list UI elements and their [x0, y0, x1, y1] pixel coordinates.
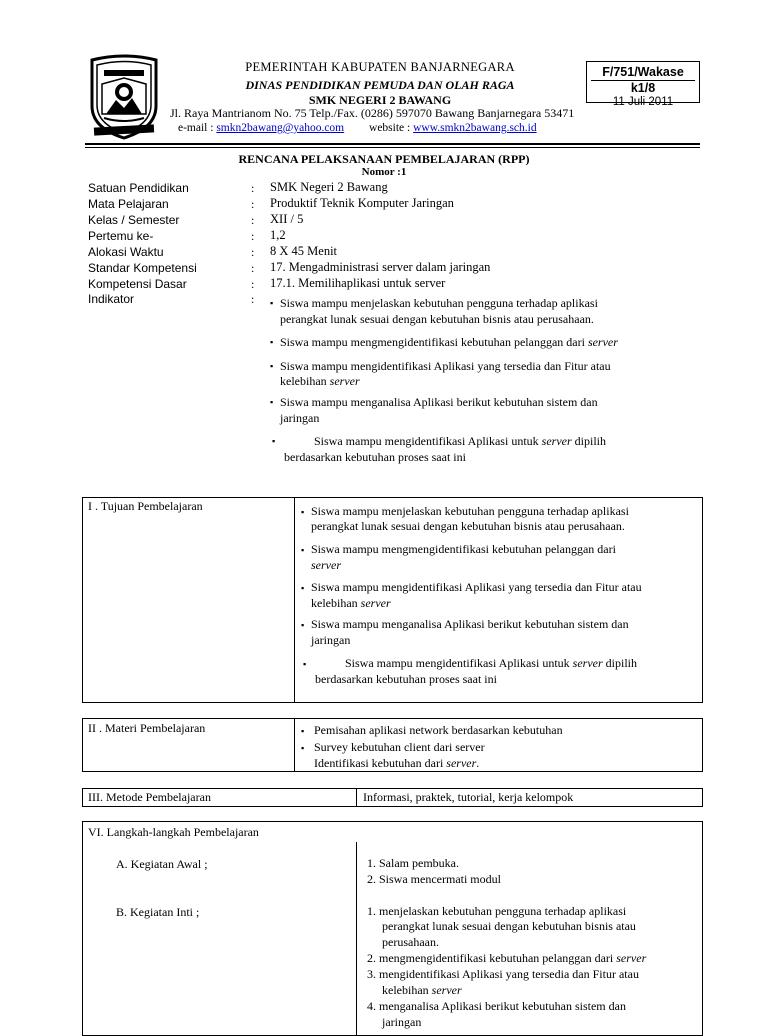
- kegiatan-inti-label: B. Kegiatan Inti ;: [116, 905, 200, 919]
- field-colon: :: [251, 245, 255, 259]
- field-label: Kompetensi Dasar: [88, 277, 187, 291]
- field-label: Pertemu ke-: [88, 229, 154, 243]
- header-department: DINAS PENDIDIKAN PEMUDA DAN OLAH RAGA: [245, 78, 515, 92]
- list-item-cont: jaringan: [280, 411, 320, 425]
- list-item: Siswa mampu mengidentifikasi Aplikasi untuk server dipilih: [314, 434, 606, 448]
- list-item: Siswa mampu mengidentifikasi Aplikasi yang tersedia dan Fitur atau: [311, 580, 642, 594]
- field-value: 8 X 45 Menit: [270, 244, 338, 258]
- list-item-cont: Identifikasi kebutuhan dari server.: [314, 756, 480, 770]
- materi-heading: II . Materi Pembelajaran: [88, 721, 206, 735]
- field-value: 17.1. Memilihaplikasi untuk server: [270, 276, 446, 290]
- form-date: 11 Juli 2011: [612, 96, 674, 108]
- metode-heading: III. Metode Pembelajaran: [88, 790, 211, 804]
- email-label: e-mail :: [178, 122, 214, 134]
- field-colon: :: [251, 181, 255, 195]
- list-item: Siswa mampu mengmengidentifikasi kebutuhan pelanggan dari: [311, 542, 616, 556]
- list-item: Siswa mampu menjelaskan kebutuhan pengguna terhadap aplikasi: [311, 504, 629, 518]
- school-crest-logo: [86, 54, 162, 140]
- field-value: SMK Negeri 2 Bawang: [270, 180, 388, 194]
- field-colon: :: [251, 229, 255, 243]
- list-item: 2. mengmengidentifikasi kebutuhan pelanggan dari server: [367, 951, 647, 965]
- tujuan-heading: I . Tujuan Pembelajaran: [88, 499, 203, 513]
- list-item-cont: jaringan: [311, 633, 351, 647]
- list-item-cont: perangkat lunak sesuai dengan kebutuhan bisnis atau: [382, 919, 636, 933]
- field-label: Satuan Pendidikan: [88, 181, 189, 195]
- langkah-heading: VI. Langkah-langkah Pembelajaran: [88, 825, 259, 839]
- field-value: 17. Mengadministrasi server dalam jaringan: [270, 260, 491, 274]
- table-divider: [294, 718, 295, 772]
- list-item: Siswa mampu mengmengidentifikasi kebutuhan pelanggan dari server: [280, 335, 618, 349]
- bullet-icon: ▪: [301, 726, 305, 736]
- bullet-icon: ▪: [270, 298, 274, 308]
- bullet-icon: ▪: [301, 620, 305, 630]
- field-colon: :: [251, 261, 255, 275]
- header-divider: [85, 143, 700, 145]
- list-item: 4. menganalisa Aplikasi berikut kebutuhan sistem dan: [367, 999, 626, 1013]
- list-item: 1. Salam pembuka.: [367, 856, 459, 870]
- header-divider-thin: [85, 147, 700, 148]
- form-code-box: [586, 61, 700, 108]
- bullet-icon: ▪: [301, 507, 305, 517]
- header-school: SMK NEGERI 2 BAWANG: [308, 93, 452, 107]
- bullet-icon: ▪: [303, 659, 307, 669]
- list-item-cont: perangkat lunak sesuai dengan kebutuhan bisnis atau perusahaan.: [311, 519, 625, 533]
- website-label: website :: [369, 122, 411, 134]
- list-item: Siswa mampu menganalisa Aplikasi berikut kebutuhan sistem dan: [280, 395, 598, 409]
- form-code: F/751/Wakase: [602, 65, 684, 79]
- kegiatan-awal-label: A. Kegiatan Awal ;: [116, 857, 208, 871]
- field-value: XII / 5: [270, 212, 304, 226]
- list-item-cont: kelebihan server: [382, 983, 462, 997]
- list-item: Siswa mampu menjelaskan kebutuhan pengguna terhadap aplikasi: [280, 296, 598, 310]
- form-code-suffix: k1/8: [591, 80, 695, 95]
- list-item: Pemisahan aplikasi network berdasarkan kebutuhan: [314, 723, 563, 737]
- document-number: Nomor :1: [361, 166, 407, 178]
- list-item: Siswa mampu menganalisa Aplikasi berikut kebutuhan sistem dan: [311, 617, 629, 631]
- table-divider: [294, 497, 295, 703]
- field-value: Produktif Teknik Komputer Jaringan: [270, 196, 454, 210]
- document-title: RENCANA PELAKSANAAN PEMBELAJARAN (RPP): [238, 152, 530, 166]
- header-contact: [178, 122, 537, 134]
- bullet-icon: ▪: [272, 436, 276, 446]
- field-label: Standar Kompetensi: [88, 261, 197, 275]
- bullet-icon: ▪: [301, 545, 305, 555]
- list-item: 2. Siswa mencermati modul: [367, 872, 501, 886]
- field-label: Indikator: [88, 292, 135, 306]
- list-item-cont: kelebihan server: [311, 596, 391, 610]
- field-label: Alokasi Waktu: [88, 245, 164, 259]
- field-value: 1,2: [270, 228, 286, 242]
- table-divider: [356, 842, 357, 1036]
- bullet-icon: ▪: [270, 397, 274, 407]
- list-item: 1. menjelaskan kebutuhan pengguna terhadap aplikasi: [367, 904, 627, 918]
- header-address: Jl. Raya Mantrianom No. 75 Telp./Fax. (0286) 597070 Bawang Banjarnegara 53471: [170, 106, 575, 120]
- field-colon: :: [251, 213, 255, 227]
- field-colon: :: [251, 277, 255, 291]
- list-item: Siswa mampu mengidentifikasi Aplikasi yang tersedia dan Fitur atau: [280, 359, 611, 373]
- bullet-icon: ▪: [301, 583, 305, 593]
- field-label: Mata Pelajaran: [88, 197, 169, 211]
- bullet-icon: ▪: [270, 337, 274, 347]
- list-item-cont: jaringan: [382, 1015, 422, 1029]
- header-government: PEMERINTAH KABUPATEN BANJARNEGARA: [245, 60, 515, 74]
- list-item-cont: berdasarkan kebutuhan proses saat ini: [315, 672, 497, 686]
- list-item: Siswa mampu mengidentifikasi Aplikasi untuk server dipilih: [345, 656, 637, 670]
- metode-value: Informasi, praktek, tutorial, kerja kelompok: [363, 790, 574, 804]
- bullet-icon: ▪: [301, 743, 305, 753]
- email-link[interactable]: smkn2bawang@yahoo.com: [216, 122, 345, 134]
- table-divider: [356, 788, 357, 807]
- list-item: Survey kebutuhan client dari server: [314, 740, 485, 754]
- list-item-cont: kelebihan server: [280, 374, 360, 388]
- field-colon: :: [251, 197, 255, 211]
- field-colon: :: [251, 292, 255, 306]
- list-item-cont: berdasarkan kebutuhan proses saat ini: [284, 450, 466, 464]
- list-item-cont: perusahaan.: [382, 935, 439, 949]
- website-link[interactable]: www.smkn2bawang.sch.id: [413, 122, 537, 134]
- list-item-cont: server: [311, 558, 341, 572]
- bullet-icon: ▪: [270, 361, 274, 371]
- field-label: Kelas / Semester: [88, 213, 180, 227]
- list-item: 3. mengidentifikasi Aplikasi yang tersedia dan Fitur atau: [367, 967, 639, 981]
- list-item-cont: perangkat lunak sesuai dengan kebutuhan bisnis atau perusahaan.: [280, 312, 594, 326]
